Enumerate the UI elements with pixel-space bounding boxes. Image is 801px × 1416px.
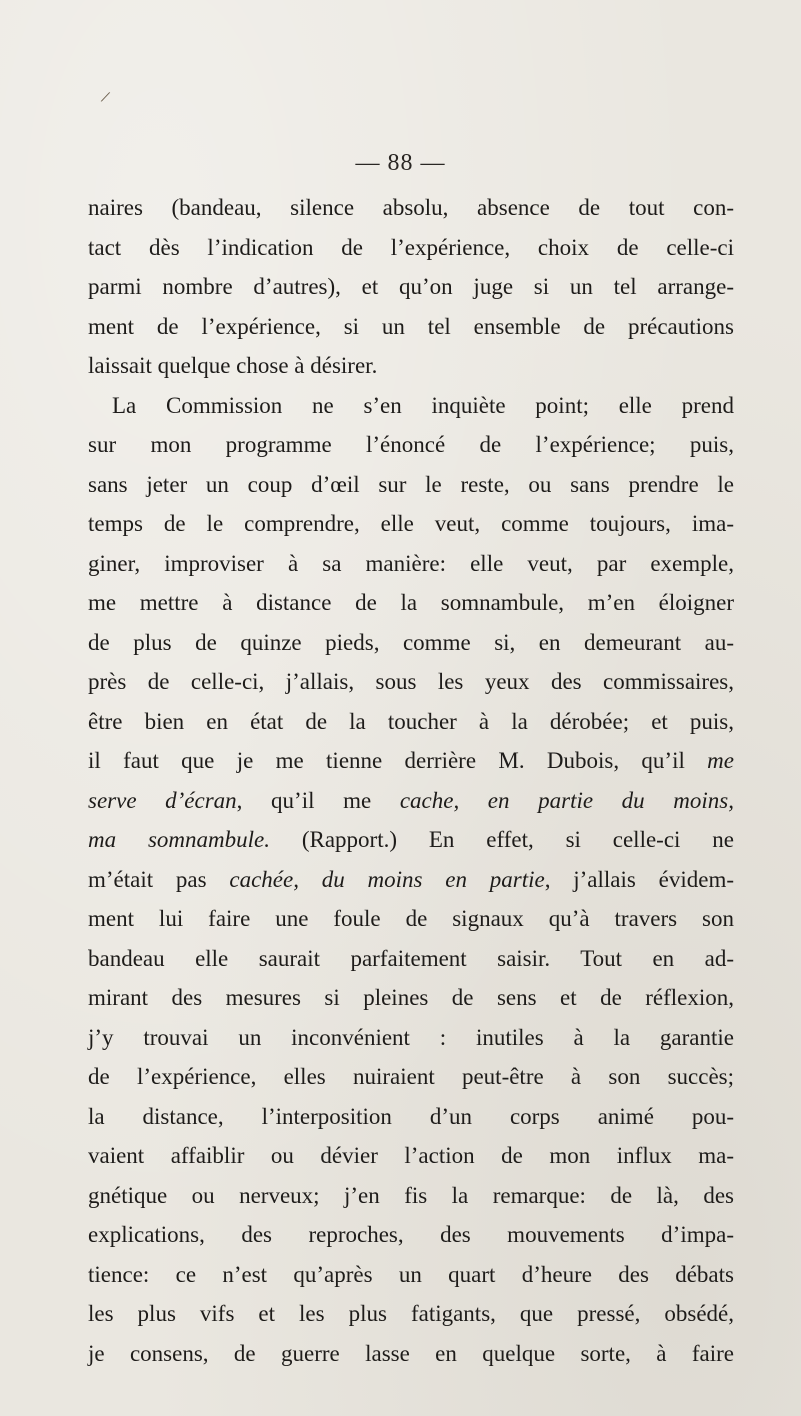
text-segment: de plus de quinze pieds, comme si, en demeurant au- (88, 629, 734, 655)
text-segment: tact dès l’indication de l’expérience, choix de celle-ci (88, 234, 734, 260)
text-segment: vaient affaiblir ou dévier l’action de mon influx ma- (88, 1143, 734, 1168)
text-line (88, 741, 734, 781)
text-line (88, 1136, 734, 1176)
text-line (88, 1255, 734, 1295)
text-line (88, 939, 734, 979)
text-segment: (Rapport.) En effet, si celle-ci ne (269, 827, 734, 852)
italic-text: cachée, du moins en partie (229, 866, 545, 892)
text-segment: tience: ce n’est qu’après un quart d’heure des débats (88, 1261, 734, 1287)
page-number: — 88 — (355, 150, 446, 176)
text-line (88, 386, 734, 426)
text-line (88, 1176, 734, 1216)
text-segment: naires (bandeau, silence absolu, absence de tout con- (88, 195, 734, 220)
text-segment: explications, des reproches, des mouvements d’impa- (88, 1222, 734, 1247)
text-line (88, 1057, 734, 1097)
text-segment: ment de l’expérience, si un tel ensemble de précautions (88, 313, 734, 339)
text-segment: temps de le comprendre, elle veut, comme toujours, ima- (88, 511, 734, 536)
text-segment: les plus vifs et les plus fatigants, que pressé, obsédé, (88, 1301, 734, 1326)
text-segment: sans jeter un coup d’œil sur le reste, ou sans prendre le (88, 471, 734, 497)
text-line (88, 1334, 734, 1374)
text-line (88, 978, 734, 1018)
text-line (88, 623, 734, 663)
italic-text: serve d’écran (88, 787, 237, 813)
text-line (88, 425, 734, 465)
text-line (88, 1018, 734, 1058)
text-line (88, 820, 734, 860)
text-segment: m’était pas (88, 866, 230, 892)
text-line (88, 544, 734, 584)
text-segment: laissait quelque chose à désirer. (88, 353, 378, 378)
text-line (88, 267, 734, 307)
text-segment: la distance, l’interposition d’un corps animé pou- (88, 1103, 734, 1129)
text-segment: ment lui faire une foule de signaux qu’à travers son (88, 906, 734, 931)
text-line (88, 504, 734, 544)
text-line (88, 860, 734, 900)
text-segment: près de celle-ci, j’allais, sous les yeux des commissaires, (88, 669, 734, 694)
italic-text: me (707, 748, 734, 773)
text-line (88, 1294, 734, 1334)
text-segment: être bien en état de la toucher à la dérobée; et puis, (88, 708, 734, 734)
text-segment: il faut que je me tienne derrière M. Dubois, qu’il (88, 748, 708, 773)
text-line (88, 465, 734, 505)
text-segment: de l’expérience, elles nuiraient peut-être à son succès; (88, 1064, 734, 1089)
text-line (88, 702, 734, 742)
text-line (88, 1215, 734, 1255)
text-segment: j’y trouvai un inconvénient : inutiles à la garantie (88, 1024, 734, 1050)
text-segment: sur mon programme l’énoncé de l’expérience; puis, (88, 432, 734, 457)
text-line (88, 662, 734, 702)
text-line (88, 1097, 734, 1137)
text-segment: giner, improviser à sa manière: elle veut, par exemple, (88, 550, 734, 576)
text-line (88, 899, 734, 939)
ink-speck: ⁄ (102, 89, 108, 107)
text-segment: me mettre à distance de la somnambule, m’en éloigner (88, 590, 734, 615)
text-segment: bandeau elle saurait parfaitement saisir. Tout en ad- (88, 945, 734, 971)
text-line (88, 188, 734, 228)
text-segment: je consens, de guerre lasse en quelque sorte, à faire (88, 1340, 734, 1366)
text-line (88, 781, 734, 821)
text-segment: , j’allais évidem- (544, 866, 734, 892)
italic-text: ma somnambule. (88, 827, 270, 852)
body-text (88, 188, 734, 1373)
text-segment: La Commission ne s’en inquiète point; elle prend (112, 392, 734, 418)
text-line (88, 346, 734, 386)
text-segment: mirant des mesures si pleines de sens et de réflexion, (88, 985, 734, 1010)
italic-text: cache, en partie du moins, (399, 787, 734, 813)
text-segment: , qu’il me (236, 787, 400, 813)
text-line (88, 228, 734, 268)
text-line (88, 307, 734, 347)
text-segment: gnétique ou nerveux; j’en fis la remarque: de là, des (88, 1182, 734, 1208)
text-line (88, 583, 734, 623)
text-segment: parmi nombre d’autres), et qu’on juge si un tel arrange- (88, 274, 734, 299)
